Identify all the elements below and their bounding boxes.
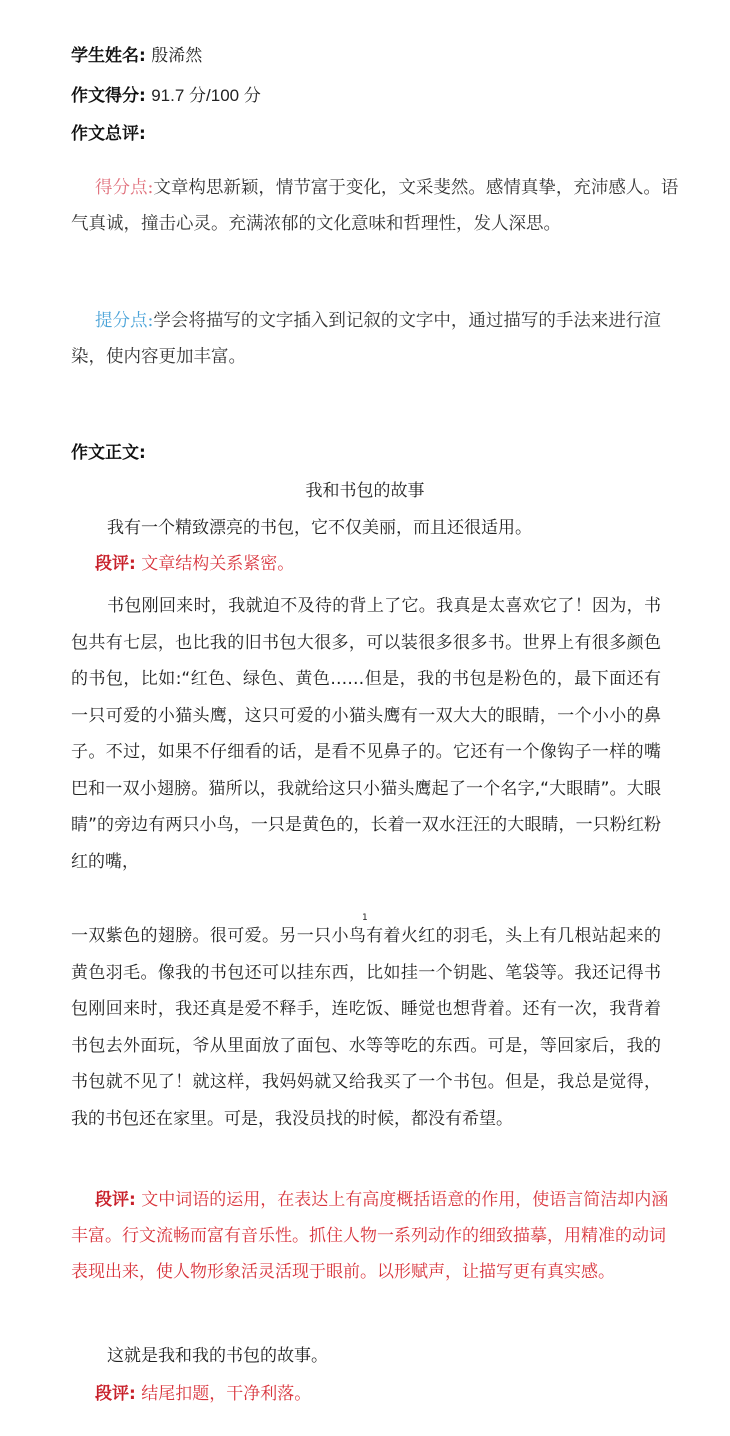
review-label: 段评:: [95, 1384, 136, 1404]
improvement-comment: [71, 303, 681, 375]
score-value: 91.7 分/100 分: [151, 86, 261, 105]
student-name-line: [71, 45, 202, 67]
review-text: 文中词语的运用，在表达上有高度概括语意的作用，使语言简洁却内涵丰富。行文流畅而富有音乐性。抓住人物一系列动作的细致描摹，用精准的动词表现出来，使人物形象活灵活现于眼前。以形赋声，让描写更有真实感。: [71, 1190, 669, 1282]
essay-paragraph-2b: 一双紫色的翅膀。很可爱。另一只小鸟有着火红的羽毛，头上有几根站起来的黄色羽毛。像我的书包还可以挂东西，比如挂一个钥匙、笔袋等。我还记得书包刚回来时，我还真是爱不释手，连吃饭、睡觉也想背着。还有一次，我背着书包去外面玩，爷从里面放了面包、水等等吃的东西。可是，等回家后，我的书包就不见了！就这样，我妈妈就又给我买了一个书包。但是，我总是觉得，我的书包还在家里。可是，我没员找的时候，都没有希望。: [71, 926, 661, 1129]
review-text: 文章结构关系紧密。: [141, 554, 295, 574]
overall-comment-label: 作文总评:: [71, 124, 146, 144]
essay-title: 我和书包的故事: [305, 481, 425, 501]
score-label: 作文得分:: [71, 86, 146, 106]
improvement-text: 学会将描写的文字插入到记叙的文字中，通过描写的手法来进行渲染，使内容更加丰富。: [71, 311, 661, 367]
strengths-text: 文章构思新颖，情节富于变化，文采斐然。感情真挚，充沛感人。语气真诚，撞击心灵。充满浓郁的文化意味和哲理性，发人深思。: [71, 178, 679, 234]
essay-paragraph-2a: 书包刚回来时，我就迫不及待的背上了它。我真是太喜欢它了！因为，书包共有七层，也比我的旧书包大很多，可以装很多很多书。世界上有很多颜色的书包，比如:“红色、绿色、黄色……但是，我的书包是粉色的，最下面还有一只可爱的小猫头鹰，这只可爱的小猫头鹰有一双大大的眼睛，一个小小的鼻子。不过，如果不仔细看的话，是看不见鼻子的。它还有一个像钩子一样的嘴巴和一双小翅膀。猫所以，我就给这只小猫头鹰起了一个名字,“大眼睛”。大眼睛”的旁边有两只小鸟，一只是黄色的，长着一双水汪汪的大眼睛，一只粉红粉红的嘴，: [71, 596, 661, 872]
review-label: 段评:: [95, 1190, 136, 1210]
student-name-value: 殷浠然: [151, 46, 203, 65]
essay-section-heading: 作文正文:: [71, 443, 146, 463]
footnote-marker: 1: [362, 913, 368, 923]
overall-comment-heading: [71, 123, 146, 145]
paragraph-review-2: [71, 1182, 671, 1290]
review-label: 段评:: [95, 554, 136, 574]
strengths-tag: 得分点:: [95, 178, 154, 198]
review-text: 结尾扣题，干净利落。: [141, 1384, 312, 1404]
student-name-label: 学生姓名:: [71, 46, 146, 66]
improvement-tag: 提分点:: [95, 311, 154, 331]
score-line: [71, 85, 261, 107]
essay-paragraph-1: 我有一个精致漂亮的书包，它不仅美丽，而且还很适用。: [107, 518, 532, 538]
essay-paragraph-3: 这就是我和我的书包的故事。: [107, 1346, 328, 1366]
paragraph-review-3: [71, 1376, 671, 1412]
strengths-comment: [71, 170, 681, 242]
paragraph-review-1: [71, 546, 671, 582]
